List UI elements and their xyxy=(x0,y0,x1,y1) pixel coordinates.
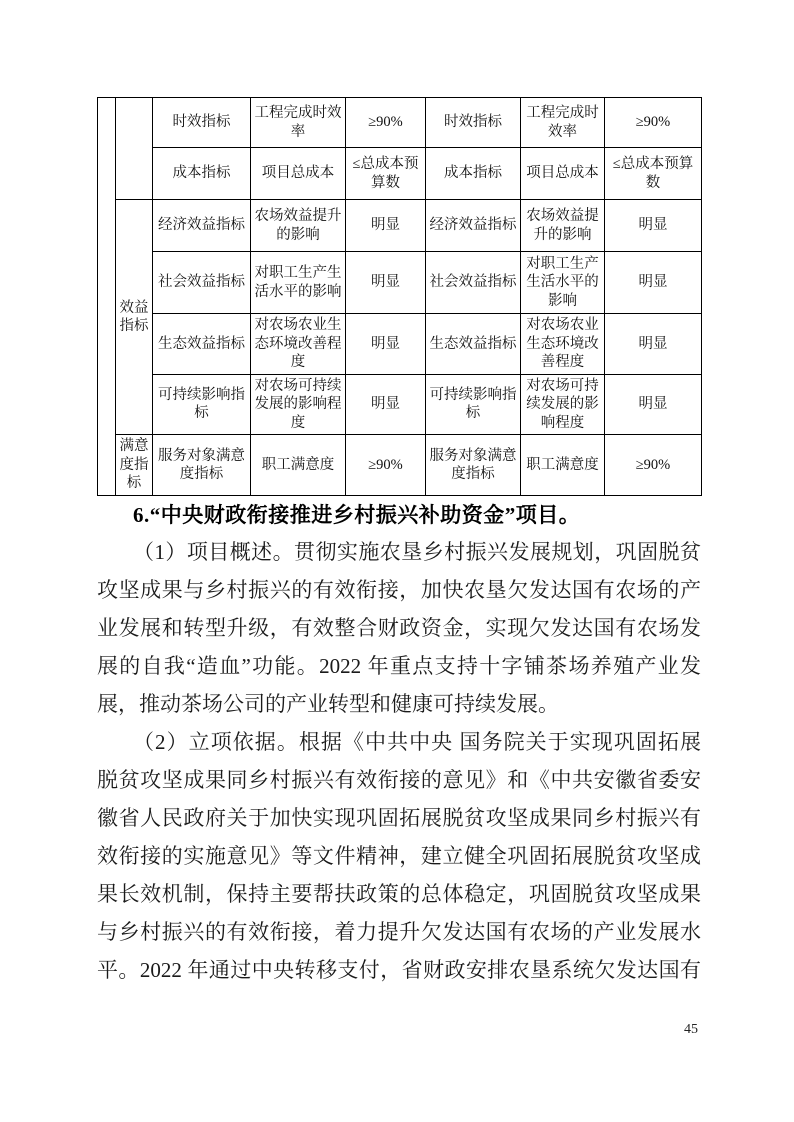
indicator-value-cell: ≥90% xyxy=(605,98,702,148)
indicator-desc-cell: 对职工生产生活水平的影响 xyxy=(251,252,346,314)
indicator-name-cell: 服务对象满意度指标 xyxy=(426,435,521,496)
indicator-desc-cell: 项目总成本 xyxy=(521,148,605,200)
indicator-name-cell: 成本指标 xyxy=(153,148,251,200)
table-row xyxy=(98,98,702,148)
indicator-value-cell: 明显 xyxy=(605,374,702,435)
indicator-value-cell: ≥90% xyxy=(605,435,702,496)
group-label-cell-satisfaction: 满意度指标 xyxy=(116,435,153,496)
table-row xyxy=(98,200,702,252)
indicator-value-cell: ≥90% xyxy=(346,435,426,496)
body-line: 徽省人民政府关于加快实现巩固拓展脱贫攻坚成果同乡村振兴有 xyxy=(97,806,701,830)
table-row xyxy=(98,252,702,314)
indicator-desc-cell: 工程完成时效率 xyxy=(251,98,346,148)
indicator-name-cell: 可持续影响指标 xyxy=(426,374,521,435)
indicator-desc-cell: 对农场农业生态环境改善程度 xyxy=(521,314,605,375)
indicator-value-cell: ≤总成本预算数 xyxy=(346,148,426,200)
indicator-value-cell: 明显 xyxy=(605,200,702,252)
performance-indicator-table xyxy=(97,97,701,496)
left-strip-cell xyxy=(98,98,116,496)
page-number: 45 xyxy=(684,1022,698,1037)
body-line: 效衔接的实施意见》等文件精神，建立健全巩固拓展脱贫攻坚成 xyxy=(97,844,701,868)
table-row xyxy=(98,314,702,375)
body-line: 业发展和转型升级，有效整合财政资金，实现欠发达国有农场发 xyxy=(97,616,701,640)
indicator-desc-cell: 职工满意度 xyxy=(251,435,346,496)
indicator-desc-cell: 农场效益提升的影响 xyxy=(521,200,605,252)
indicator-name-cell: 服务对象满意度指标 xyxy=(153,435,251,496)
indicator-value-cell: ≥90% xyxy=(346,98,426,148)
indicator-name-cell: 社会效益指标 xyxy=(426,252,521,314)
table-row xyxy=(98,374,702,435)
indicator-name-cell: 成本指标 xyxy=(426,148,521,200)
indicator-name-cell: 生态效益指标 xyxy=(153,314,251,375)
indicator-value-cell: 明显 xyxy=(346,252,426,314)
group-label-cell xyxy=(116,98,153,200)
body-line: 展，推动茶场公司的产业转型和健康可持续发展。 xyxy=(97,692,559,716)
body-line: 攻坚成果与乡村振兴的有效衔接，加快农垦欠发达国有农场的产 xyxy=(97,578,701,602)
section-heading: 6.“中央财政衔接推进乡村振兴补助资金”项目。 xyxy=(133,503,581,527)
group-label-cell-benefit: 效益指标 xyxy=(116,200,153,435)
indicator-desc-cell: 农场效益提升的影响 xyxy=(251,200,346,252)
indicator-value-cell: 明显 xyxy=(605,314,702,375)
indicator-name-cell: 经济效益指标 xyxy=(153,200,251,252)
indicator-name-cell: 经济效益指标 xyxy=(426,200,521,252)
indicator-value-cell: 明显 xyxy=(346,314,426,375)
indicator-desc-cell: 对农场可持续发展的影响程度 xyxy=(521,374,605,435)
indicator-value-cell: 明显 xyxy=(346,200,426,252)
indicator-name-cell: 生态效益指标 xyxy=(426,314,521,375)
body-line: 平。2022 年通过中央转移支付，省财政安排农垦系统欠发达国有 xyxy=(97,958,701,982)
body-line: （1）项目概述。贯彻实施农垦乡村振兴发展规划，巩固脱贫 xyxy=(133,540,701,564)
body-text xyxy=(97,533,701,989)
body-line: 脱贫攻坚成果同乡村振兴有效衔接的意见》和《中共安徽省委安 xyxy=(97,768,701,792)
indicator-desc-cell: 对职工生产生活水平的影响 xyxy=(521,252,605,314)
indicator-desc-cell: 对农场农业生态环境改善程度 xyxy=(251,314,346,375)
body-line: （2）立项依据。根据《中共中央 国务院关于实现巩固拓展 xyxy=(133,730,701,754)
table-row xyxy=(98,148,702,200)
indicator-desc-cell: 项目总成本 xyxy=(251,148,346,200)
table-row xyxy=(98,435,702,496)
body-line: 与乡村振兴的有效衔接，着力提升欠发达国有农场的产业发展水 xyxy=(97,920,701,944)
indicator-value-cell: 明显 xyxy=(605,252,702,314)
indicator-value-cell: ≤总成本预算数 xyxy=(605,148,702,200)
indicator-name-cell: 社会效益指标 xyxy=(153,252,251,314)
indicator-name-cell: 可持续影响指标 xyxy=(153,374,251,435)
indicator-desc-cell: 对农场可持续发展的影响程度 xyxy=(251,374,346,435)
indicator-desc-cell: 工程完成时效率 xyxy=(521,98,605,148)
body-line: 果长效机制，保持主要帮扶政策的总体稳定，巩固脱贫攻坚成果 xyxy=(97,882,701,906)
body-line: 展的自我“造血”功能。2022 年重点支持十字铺茶场养殖产业发 xyxy=(97,654,701,678)
indicator-value-cell: 明显 xyxy=(346,374,426,435)
indicator-name-cell: 时效指标 xyxy=(153,98,251,148)
indicator-name-cell: 时效指标 xyxy=(426,98,521,148)
indicator-desc-cell: 职工满意度 xyxy=(521,435,605,496)
